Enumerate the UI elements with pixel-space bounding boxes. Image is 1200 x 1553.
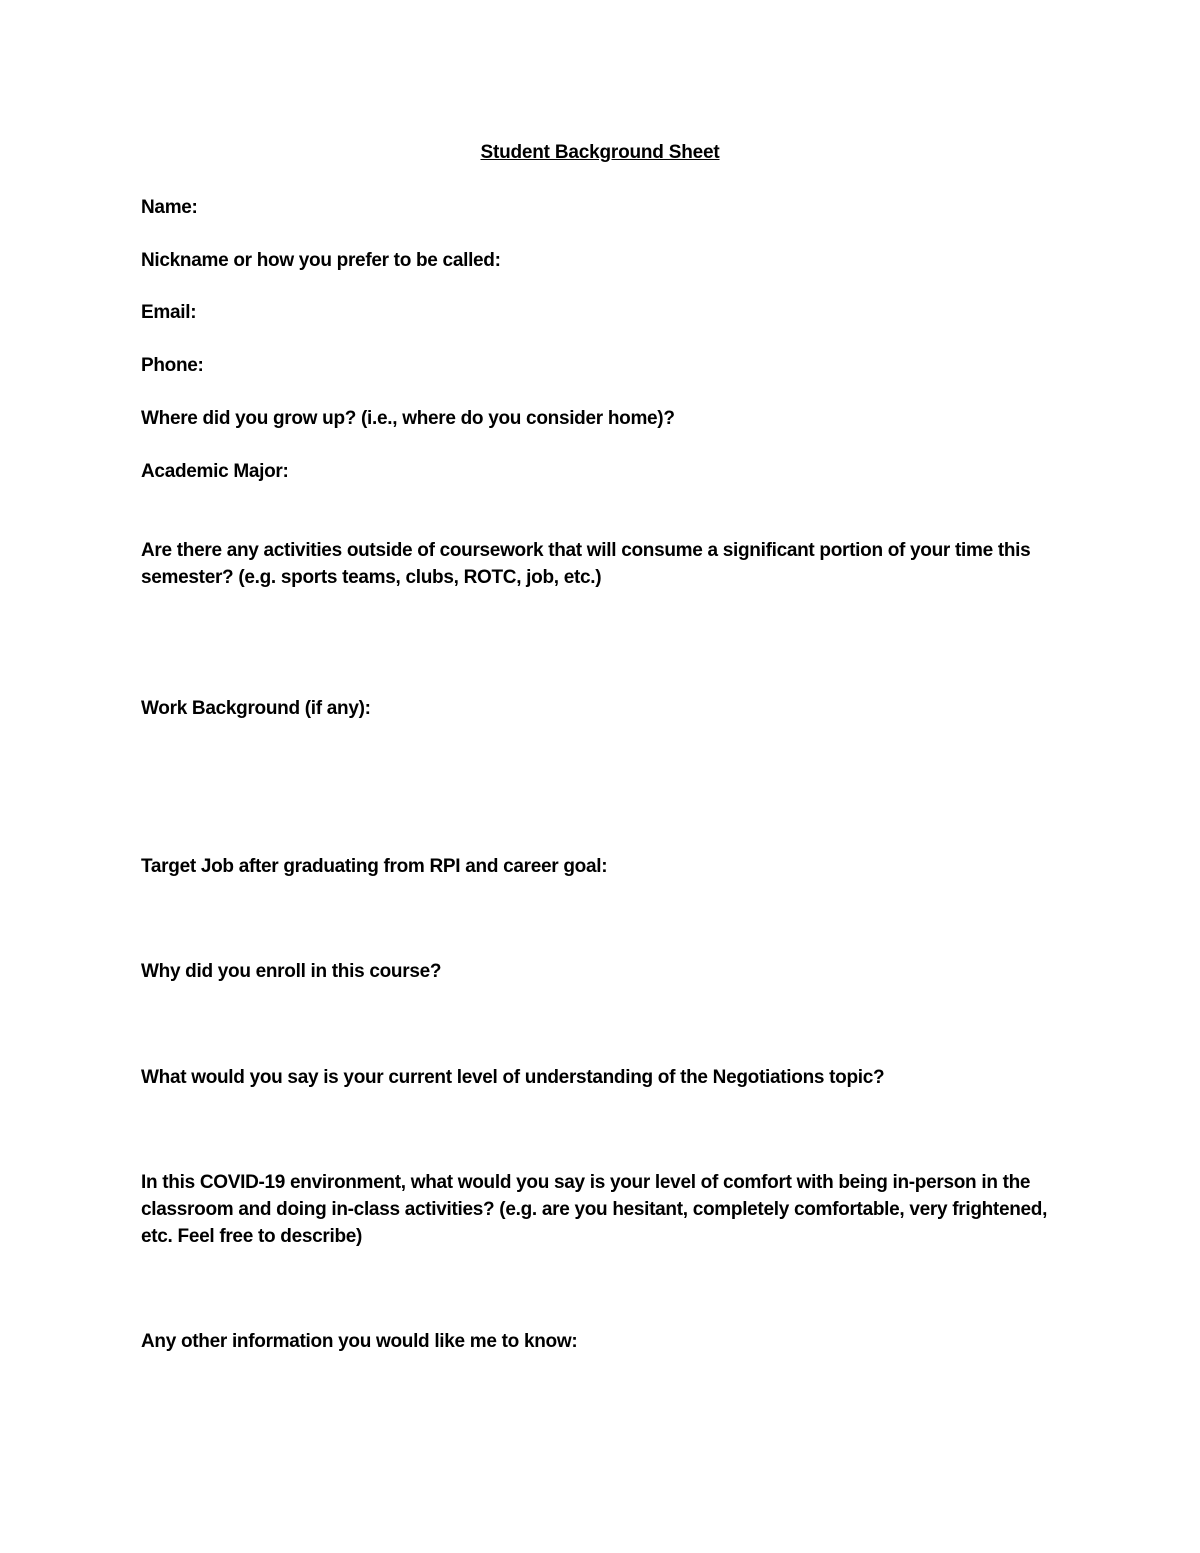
field-activities-label: Are there any activities outside of coursework that will consume a significant portion of your time this semester? (e.g. sports teams, clubs, ROTC, job, etc.) [141, 540, 1031, 588]
field-target-job-label: Target Job after graduating from RPI and career goal: [141, 856, 608, 877]
field-work-background-label: Work Background (if any): [141, 698, 371, 719]
field-major-label: Academic Major: [141, 461, 289, 482]
field-email-label: Email: [141, 302, 197, 323]
field-name-label: Name: [141, 197, 198, 218]
field-other-info-label: Any other information you would like me to know: [141, 1331, 578, 1352]
page-title: Student Background Sheet [480, 142, 720, 163]
field-nickname-label: Nickname or how you prefer to be called: [141, 250, 501, 271]
field-phone-label: Phone: [141, 355, 204, 376]
field-hometown-label: Where did you grow up? (i.e., where do you consider home)? [141, 408, 675, 429]
field-enroll-reason-label: Why did you enroll in this course? [141, 961, 442, 982]
field-covid-comfort-label: In this COVID-19 environment, what would you say is your level of comfort with being in-person in the classroom and doing in-class activities? (e.g. are you hesitant, completely comfortable, very frightened, etc. Feel free to describe) [141, 1172, 1048, 1247]
field-understanding-label: What would you say is your current level of understanding of the Negotiations topic? [141, 1067, 885, 1088]
